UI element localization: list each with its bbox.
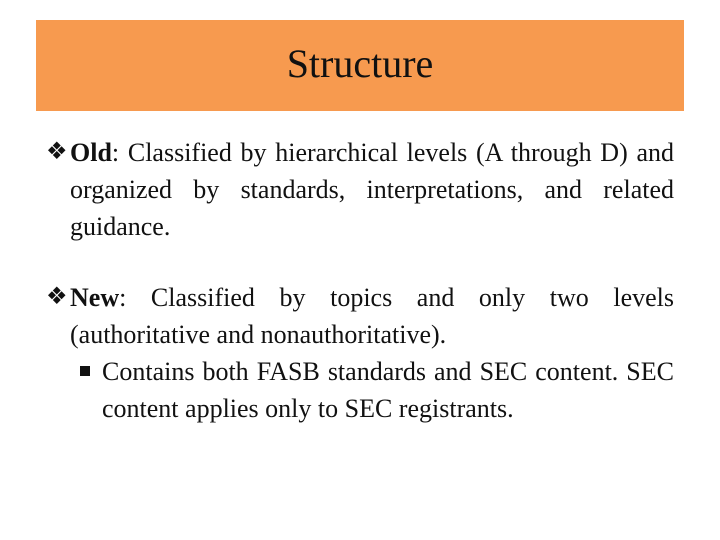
bullet-old	[46, 134, 674, 245]
bullet-old-term: Old	[70, 138, 112, 167]
bullet-old-description: : Classified by hierarchical levels (A through D) and organized by standards, interpretations, and related guidance.	[70, 138, 674, 241]
bullet-new-description: : Classified by topics and only two levels (authoritative and nonauthoritative).	[70, 283, 674, 349]
bullet-new-text	[46, 279, 674, 353]
sub-bullet-text: Contains both FASB standards and SEC content. SEC content applies only to SEC registrants.	[102, 357, 674, 423]
bullet-new	[46, 279, 674, 427]
sub-bullet-fasb-sec	[102, 353, 674, 427]
slide-title: Structure	[286, 40, 434, 86]
slide-content	[46, 134, 674, 427]
bullet-old-text	[46, 134, 674, 245]
diamond-bullet-icon: ❖	[46, 139, 68, 165]
square-bullet-icon	[80, 366, 90, 376]
bullet-new-term: New	[70, 283, 120, 312]
diamond-bullet-icon: ❖	[46, 284, 68, 310]
title-bar	[36, 20, 684, 111]
